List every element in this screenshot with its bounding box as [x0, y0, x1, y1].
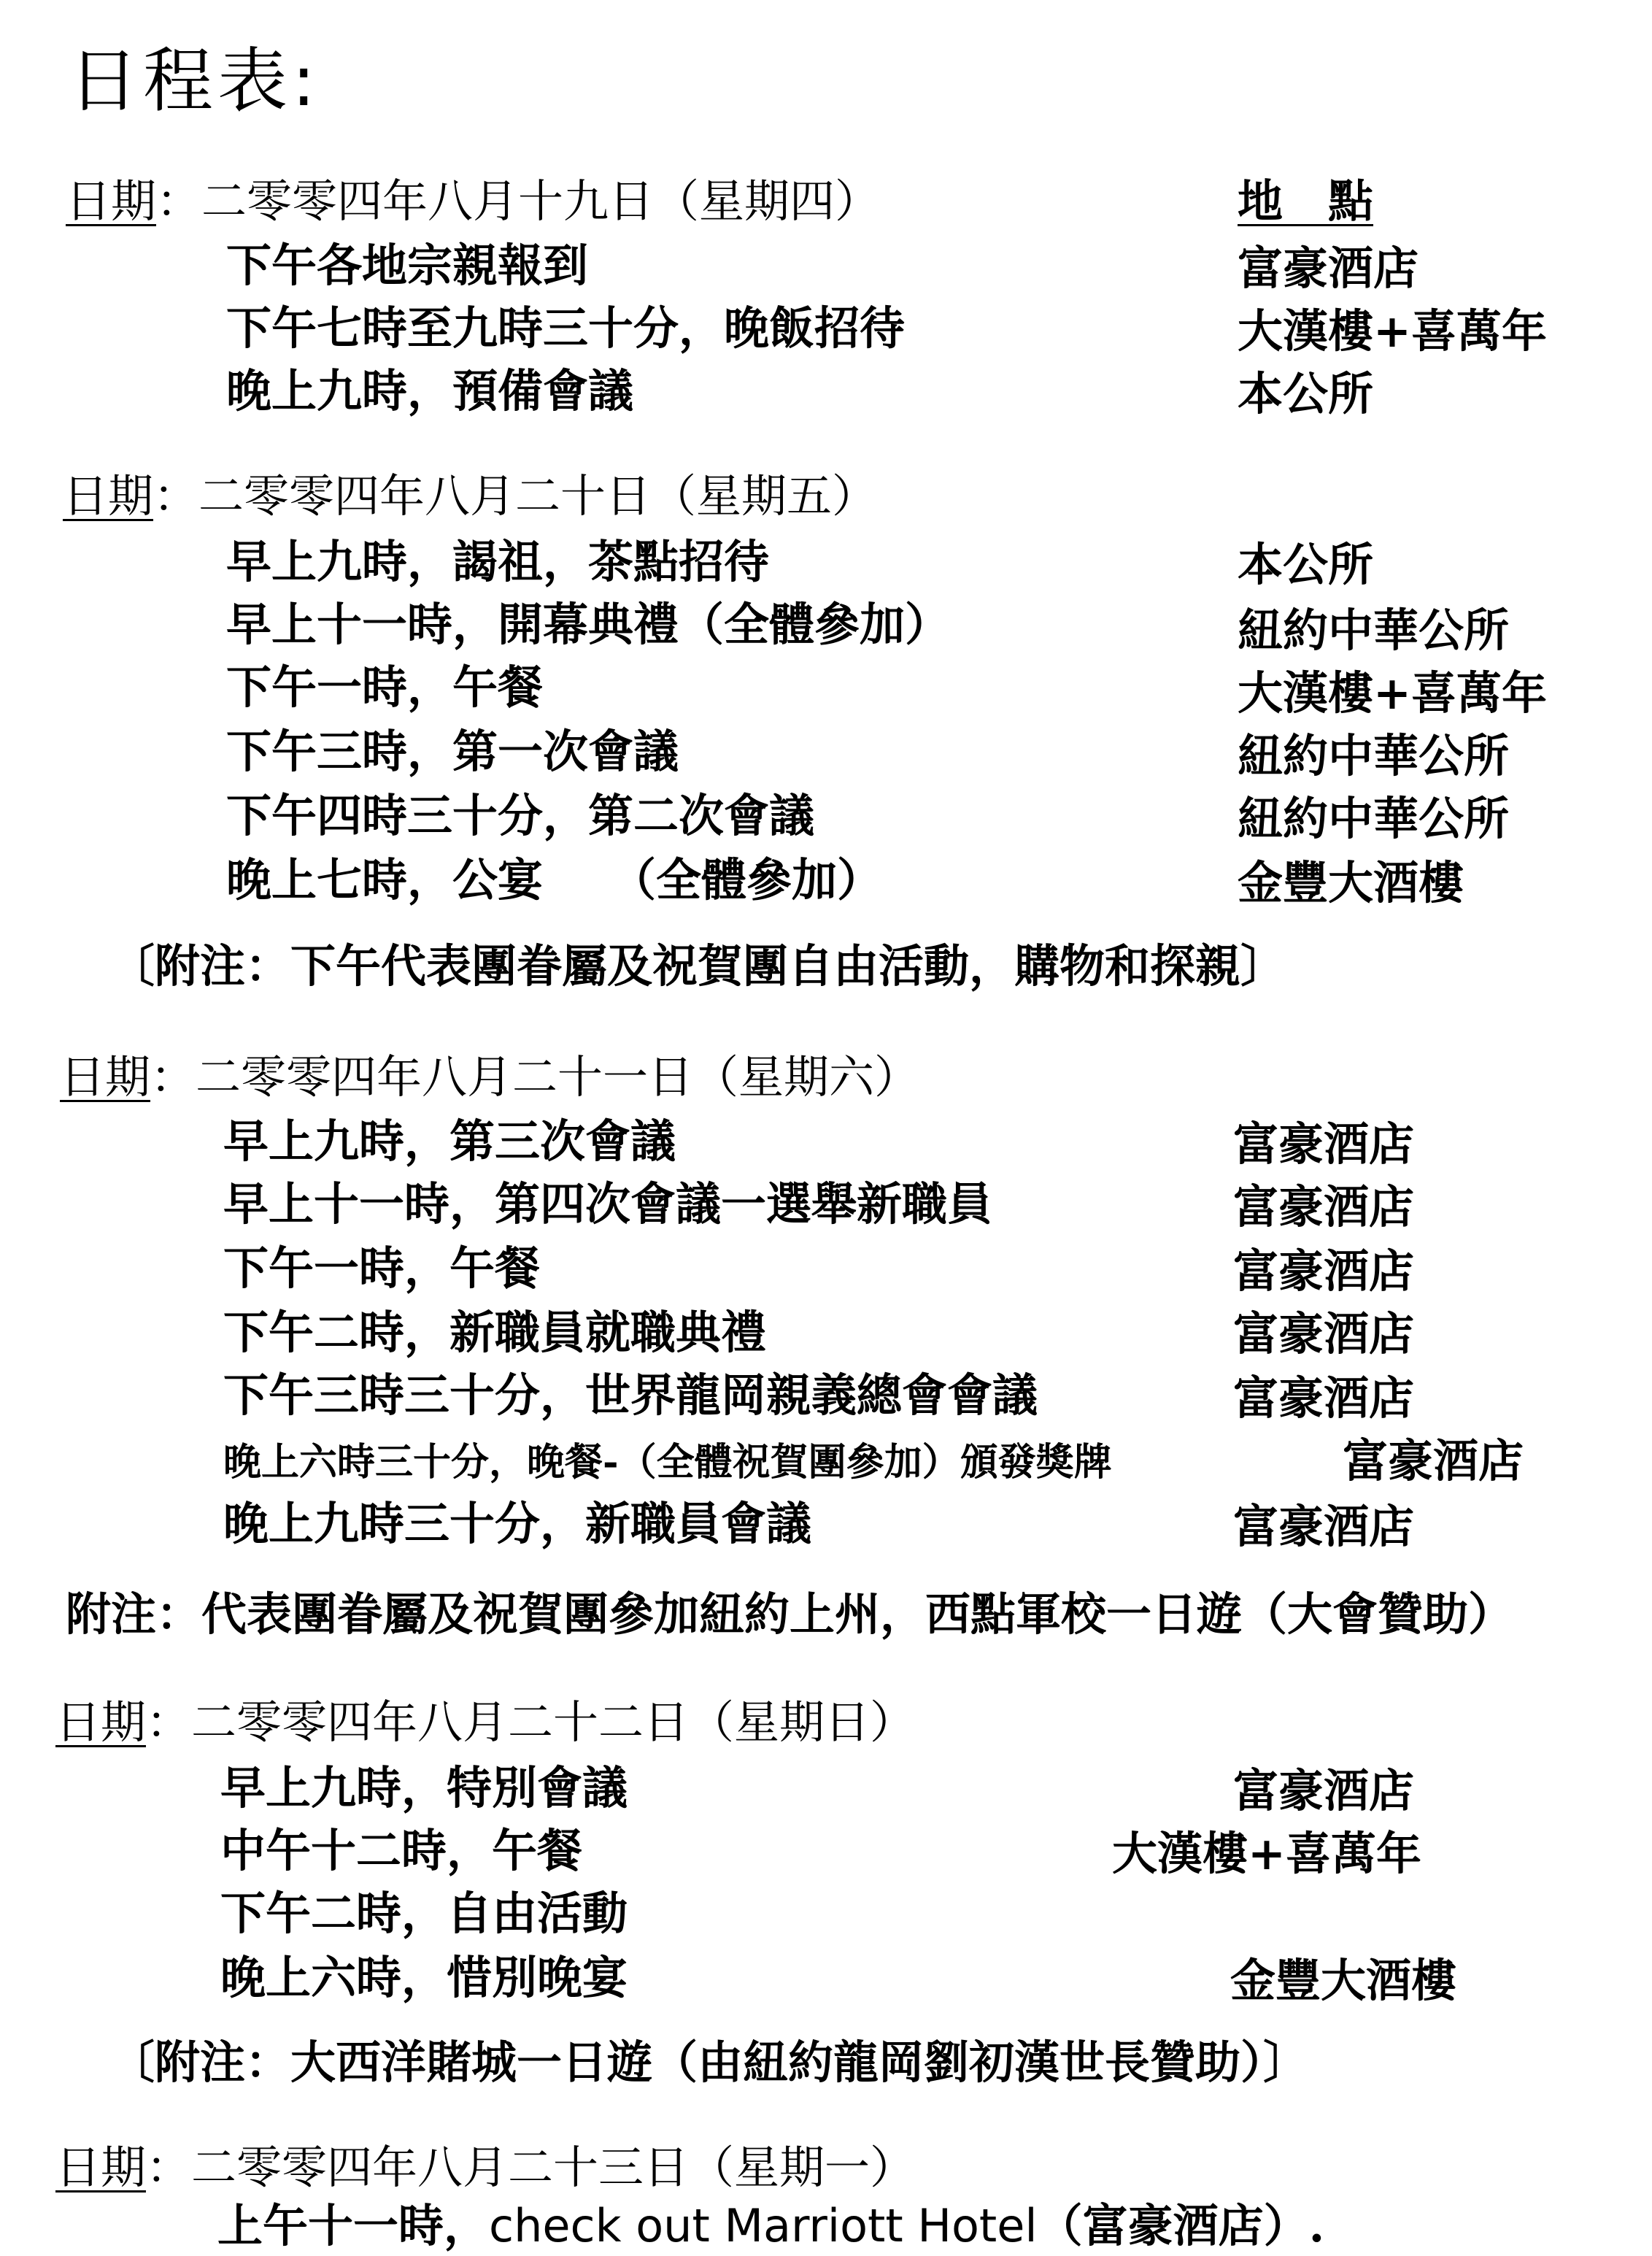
event-location: 富豪酒店 — [1233, 1307, 1415, 1360]
date-line — [60, 1048, 919, 1106]
event-location: 富豪酒店 — [1233, 1117, 1415, 1171]
event-description: 下午三時三十分，世界龍岡親義總會會議 — [223, 1368, 1038, 1422]
event-description: 下午一時，午餐 — [226, 661, 544, 714]
page-title: 日程表: — [69, 40, 320, 122]
event-description: 晚上七時，公宴 （全體參加） — [226, 853, 883, 906]
date-separator: ： — [146, 1695, 192, 1749]
event-description: 早上十一時，開幕典禮（全體參加） — [226, 598, 951, 651]
event-description: 晚上九時，預備會議 — [226, 364, 634, 417]
date-label: 日期 — [60, 1050, 151, 1104]
event-location: 大漢樓+喜萬年 — [1238, 666, 1547, 720]
event-description: 下午七時至九時三十分，晚飯招待 — [226, 301, 906, 355]
event-location: 大漢樓+喜萬年 — [1112, 1827, 1421, 1880]
event-location: 富豪酒店 — [1233, 1764, 1415, 1817]
event-location: 金豐大酒樓 — [1238, 856, 1464, 909]
event-location: 本公所 — [1238, 367, 1374, 420]
event-description: 早上九時，謁祖，茶點招待 — [226, 535, 770, 588]
event-description: 下午二時，新職員就職典禮 — [223, 1306, 767, 1359]
event-location: 富豪酒店 — [1233, 1244, 1415, 1298]
event-description: 晚上九時三十分，新職員會議 — [223, 1497, 812, 1550]
date-label: 日期 — [66, 174, 157, 228]
event-description: 下午三時，第一次會議 — [226, 725, 679, 778]
event-description: 上午十一時，check out Marriott Hotel（富豪酒店）. — [217, 2199, 1325, 2252]
event-location: 本公所 — [1238, 538, 1374, 591]
event-location: 富豪酒店 — [1233, 1371, 1415, 1425]
date-text: 二零零四年八月二十一日（星期六） — [196, 1050, 920, 1104]
event-location: 大漢樓+喜萬年 — [1238, 304, 1547, 358]
date-line — [55, 2138, 915, 2197]
location-header: 地 點 — [1238, 174, 1374, 228]
schedule-note: 附注：代表團眷屬及祝賀團參加紐約上州，西點軍校一日遊（大會贊助） — [66, 1587, 1514, 1641]
event-location: 富豪酒店 — [1233, 1500, 1415, 1553]
schedule-note: 〔附注：下午代表團眷屬及祝賀團自由活動，購物和探親〕 — [109, 939, 1286, 993]
event-description: 下午四時三十分，第二次會議 — [226, 789, 815, 842]
date-line — [63, 467, 877, 525]
event-description: 下午一時，午餐 — [223, 1241, 541, 1295]
event-description: 早上九時，特別會議 — [220, 1761, 628, 1814]
date-label: 日期 — [55, 2141, 147, 2194]
date-separator: ： — [153, 469, 199, 523]
event-description: 晚上六時，惜別晚宴 — [220, 1951, 628, 2004]
date-line — [55, 1693, 915, 1752]
date-text: 二零零四年八月二十三日（星期一） — [191, 2141, 916, 2194]
event-description: 中午十二時，午餐 — [220, 1824, 583, 1877]
event-description: 下午二時，自由活動 — [220, 1887, 628, 1940]
event-location: 富豪酒店 — [1343, 1434, 1524, 1487]
event-description: 下午各地宗親報到 — [226, 239, 589, 292]
event-location: 富豪酒店 — [1238, 242, 1419, 295]
event-location: 富豪酒店 — [1233, 1180, 1415, 1233]
event-location: 紐約中華公所 — [1238, 604, 1510, 657]
event-location: 金豐大酒樓 — [1230, 1954, 1457, 2007]
date-label: 日期 — [55, 1695, 147, 1749]
event-description: 早上十一時，第四次會議一選舉新職員 — [223, 1177, 993, 1231]
event-description: 晚上六時三十分，晚餐-（全體祝賀團參加）頒發獎牌 — [223, 1440, 1112, 1485]
date-separator: ： — [156, 174, 202, 228]
event-location: 紐約中華公所 — [1238, 729, 1510, 782]
date-text: 二零零四年八月二十二日（星期日） — [191, 1695, 916, 1749]
date-line — [66, 172, 880, 231]
event-description: 早上九時，第三次會議 — [223, 1114, 676, 1168]
date-label: 日期 — [63, 469, 154, 523]
date-text: 二零零四年八月二十日（星期五） — [198, 469, 878, 523]
event-location: 紐約中華公所 — [1238, 792, 1510, 845]
date-separator: ： — [146, 2141, 192, 2194]
date-text: 二零零四年八月十九日（星期四） — [201, 174, 881, 228]
schedule-note: 〔附注：大西洋賭城一日遊（由紐約龍岡劉初漢世長贊助）〕 — [109, 2036, 1309, 2089]
date-separator: ： — [150, 1050, 196, 1104]
